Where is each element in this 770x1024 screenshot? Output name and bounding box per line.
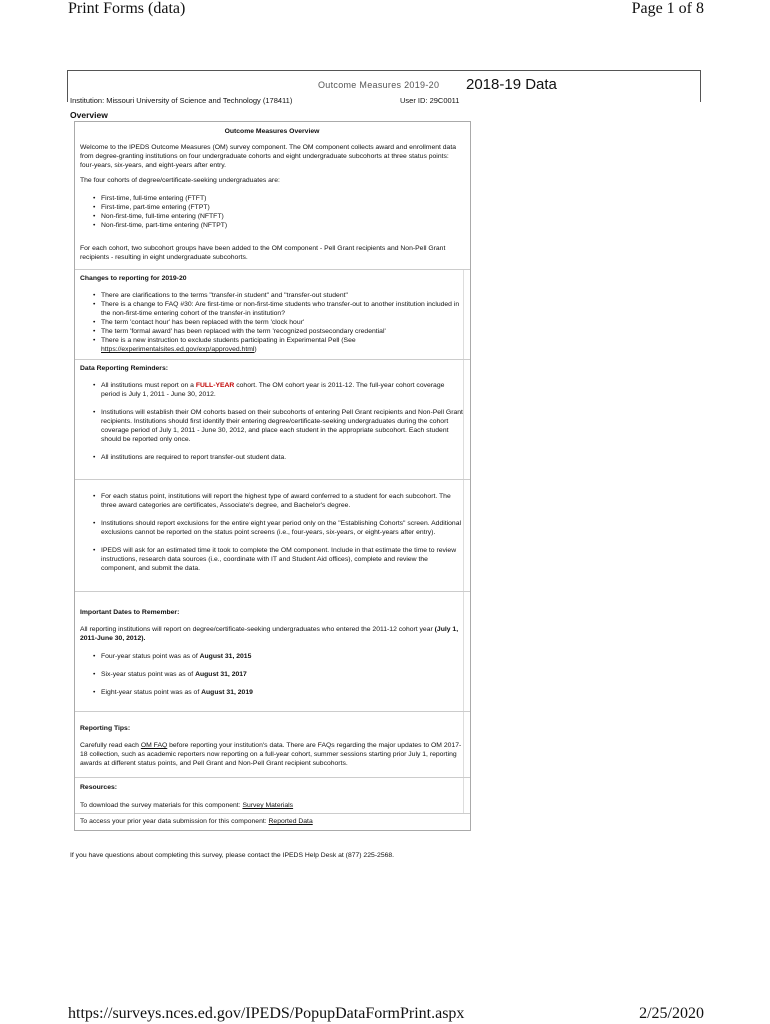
cohort-list xyxy=(80,194,464,230)
dates-cell xyxy=(75,592,470,712)
changes-list xyxy=(80,291,464,354)
date-text: Four-year status point was as of xyxy=(101,653,200,660)
dates-intro xyxy=(80,625,464,643)
list-item: • IPEDS will ask for an estimated time it took to complete the OM component. Include in that estimate the time to review instructions, research data sources (i.e., coordinate with IT and Student Aid offices), complete and review the component, and submit the data. xyxy=(101,546,464,573)
page-number: Page 1 of 8 xyxy=(631,0,704,17)
form-title: Outcome Measures 2019-20 xyxy=(318,80,440,90)
list-item: • All institutions are required to report transfer-out student data. xyxy=(101,453,464,462)
list-item: • Institutions should report exclusions for the entire eight year period only on the "Establishing Cohorts" screen. Additional exclusions cannot be reported on the status point screens (i.e., four-years, six-years, or eight-years after entry). xyxy=(101,519,464,537)
list-item: • First-time, full-time entering (FTFT) xyxy=(101,194,464,203)
changes-heading: Changes to reporting for 2019-20 xyxy=(80,275,187,282)
reminder-text: All institutions must report on a xyxy=(101,382,196,389)
prior-data-cell xyxy=(75,814,470,830)
list-item: • For each status point, institutions will report the highest type of award conferred to a student for each subcohort. The three award categories are certificates, Associate's degree, and Bachelor's degree. xyxy=(101,492,464,510)
list-item xyxy=(101,652,464,661)
date-text: Six-year status point was as of xyxy=(101,671,196,678)
subcohorts-text: For each cohort, two subcohort groups have been added to the OM component - Pell Grant recipients and Non-Pell Grant recipients - resulting in eight undergraduate subcohorts. xyxy=(80,245,446,261)
reported-data-link[interactable]: Reported Data xyxy=(268,818,313,825)
welcome-text: Welcome to the IPEDS Outcome Measures (OM) survey component. The OM component collects award and enrollment data from degree-granting institutions on four undergraduate cohorts and eight undergraduate subcohorts at three status points: four-years, six-years, and eight-years after entry. xyxy=(80,144,457,169)
om-faq-link[interactable]: OM FAQ xyxy=(140,742,168,749)
date-value: August 31, 2015 xyxy=(199,653,252,660)
list-item: • The term 'formal award' has been replaced with the term 'recognized postsecondary credential' xyxy=(101,327,464,336)
overview-heading: Outcome Measures Overview xyxy=(224,128,320,135)
cell-divider xyxy=(463,712,464,777)
print-date: 2/25/2020 xyxy=(639,1005,704,1022)
institution-label: Institution: Missouri University of Science and Technology (178411) xyxy=(70,96,293,105)
prior-row xyxy=(80,817,464,826)
page-url: https://surveys.nces.ed.gov/IPEDS/PopupDataFormPrint.aspx xyxy=(68,1005,465,1022)
tips-cell xyxy=(75,712,470,778)
changes-cell xyxy=(75,270,470,360)
list-item: • There are clarifications to the terms "transfer-in student" and "transfer-out student" xyxy=(101,291,464,300)
cell-divider xyxy=(463,592,464,711)
tips-text xyxy=(80,741,464,768)
cohorts-intro: The four cohorts of degree/certificate-seeking undergraduates are: xyxy=(80,177,280,184)
user-id-label: User ID: 29C0011 xyxy=(400,96,460,105)
list-item-end: ) xyxy=(254,346,257,353)
print-header-title: Print Forms (data) xyxy=(68,0,186,17)
download-text: To download the survey materials for this component: xyxy=(80,802,243,809)
list-item: • Institutions will establish their OM cohorts based on their subcohorts of entering Pell Grant recipients and Non-Pell Grant recipients. Institutions should first identify their entering degree/certificate-seeking undergraduates during the cohort coverage period of July 1, 2011 - June 30, 2012, and place each student in the appropriate subcohort. Each student should be reported only once. xyxy=(101,408,464,444)
reminders-heading: Data Reporting Reminders: xyxy=(80,365,168,372)
list-item: • The term 'contact hour' has been replaced with the term 'clock hour' xyxy=(101,318,464,327)
download-row xyxy=(80,801,464,810)
experimental-pell-link[interactable]: https://experimentalsites.ed.gov/exp/approved.html xyxy=(101,346,255,353)
tips-post: before reporting your institution's data. There are FAQs regarding the major updates to OM 2017-18 collection, such as academic reporters now reporting on a full-year cohort, summer sessions starting prior July 1, reporting awards at different status points, and Pell Grant and Non-Pell Grant recipient subcohorts. xyxy=(80,742,462,767)
full-year-highlight: FULL-YEAR xyxy=(195,382,235,389)
list-item: • Non-first-time, part-time entering (NFTPT) xyxy=(101,221,464,230)
tips-heading: Reporting Tips: xyxy=(80,725,131,732)
date-value: August 31, 2019 xyxy=(201,689,253,696)
overview-cell xyxy=(75,122,470,270)
reminders-list xyxy=(80,381,464,462)
list-item xyxy=(101,336,464,354)
list-item: • Non-first-time, full-time entering (NFTFT) xyxy=(101,212,464,221)
dates-list xyxy=(80,652,464,697)
resources-heading: Resources: xyxy=(80,784,118,791)
survey-materials-link[interactable]: Survey Materials xyxy=(242,802,294,809)
list-item xyxy=(101,381,464,399)
dates-intro-text: All reporting institutions will report on degree/certificate-seeking undergraduates who entered the 2011-12 cohort year xyxy=(80,626,435,633)
date-value: August 31, 2017 xyxy=(195,671,247,678)
dates-intro-bold: (July 1, 2011-June 30, 2012). xyxy=(80,626,459,642)
tips-pre: Carefully read each xyxy=(80,742,141,749)
list-item: • First-time, part-time entering (FTPT) xyxy=(101,203,464,212)
list-item xyxy=(101,688,464,697)
helpdesk-note: If you have questions about completing this survey, please contact the IPEDS Help Desk at (877) 225-2568. xyxy=(70,852,395,859)
reminder-text-end: cohort. The OM cohort year is 2011-12. The full-year cohort coverage period is July 1, 2011 - June 30, 2012. xyxy=(101,382,445,398)
date-text: Eight-year status point was as of xyxy=(101,689,202,696)
cell-divider xyxy=(463,480,464,591)
list-item: • There is a change to FAQ #30: Are first-time or non-first-time students who transfer-out to another institution included in the non-first-time entering cohort of the transfer-in institution? xyxy=(101,300,464,318)
cell-divider xyxy=(463,270,464,359)
reminders-cell-2 xyxy=(75,480,470,592)
list-item-text: There is a new instruction to exclude students participating in Experimental Pell (See xyxy=(101,337,356,344)
data-year: 2018-19 Data xyxy=(466,76,557,93)
section-title: Overview xyxy=(70,110,108,120)
cell-divider xyxy=(463,778,464,813)
resources-cell xyxy=(75,778,470,814)
list-item xyxy=(101,670,464,679)
cell-divider xyxy=(463,360,464,479)
dates-heading: Important Dates to Remember: xyxy=(80,609,180,616)
reminders-list-2 xyxy=(80,492,464,573)
reminders-cell-1 xyxy=(75,360,470,480)
prior-text: To access your prior year data submission for this component: xyxy=(80,818,269,825)
overview-table xyxy=(74,121,471,831)
